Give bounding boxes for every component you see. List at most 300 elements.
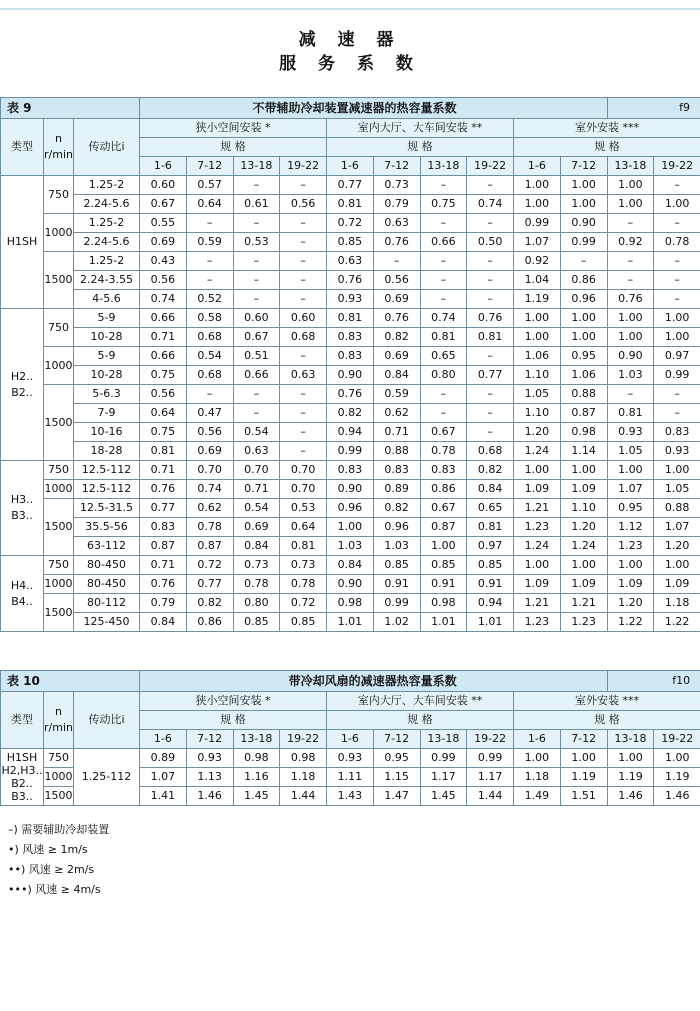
value-cell: – — [420, 214, 467, 233]
value-cell: 0.86 — [560, 271, 607, 290]
value-cell: – — [654, 271, 700, 290]
value-cell: 0.50 — [467, 233, 514, 252]
value-cell: – — [373, 252, 420, 271]
value-cell: 0.82 — [467, 461, 514, 480]
type-label: B3.. — [11, 509, 33, 522]
spec-header: 规 格 — [327, 138, 514, 157]
size-header: 1-6 — [514, 730, 561, 749]
value-cell: 1.19 — [654, 768, 700, 787]
value-cell: 0.47 — [186, 404, 233, 423]
table-row — [1, 442, 700, 461]
value-cell: 0.81 — [467, 518, 514, 537]
value-cell: 0.82 — [373, 499, 420, 518]
value-cell: – — [233, 252, 280, 271]
value-cell: 1.04 — [514, 271, 561, 290]
ratio-cell: 5-9 — [74, 309, 140, 328]
value-cell: 0.62 — [186, 499, 233, 518]
value-cell: 1.41 — [140, 787, 187, 806]
ratio-cell: 12.5-112 — [74, 480, 140, 499]
value-cell: 1.00 — [514, 461, 561, 480]
value-cell: 0.88 — [560, 385, 607, 404]
size-header: 19-22 — [654, 157, 700, 176]
value-cell: 1.00 — [420, 537, 467, 556]
size-header: 1-6 — [327, 730, 374, 749]
value-cell: 0.56 — [186, 423, 233, 442]
value-cell: 1.07 — [654, 518, 700, 537]
table-row — [1, 537, 700, 556]
value-cell: 0.99 — [327, 442, 374, 461]
size-header: 19-22 — [467, 157, 514, 176]
value-cell: – — [420, 404, 467, 423]
value-cell: 1.13 — [186, 768, 233, 787]
value-cell: 1.00 — [560, 461, 607, 480]
value-cell: – — [280, 176, 327, 195]
type-label: B2.. — [11, 385, 33, 399]
value-cell: – — [467, 404, 514, 423]
value-cell: 1.21 — [514, 594, 561, 613]
value-cell: – — [654, 176, 700, 195]
value-cell: – — [420, 290, 467, 309]
value-cell: 0.78 — [233, 575, 280, 594]
value-cell: 0.98 — [233, 749, 280, 768]
value-cell: 1.45 — [233, 787, 280, 806]
value-cell: 0.69 — [373, 290, 420, 309]
value-cell: 0.52 — [186, 290, 233, 309]
col-group-header: 狭小空间安装 * — [140, 692, 327, 711]
size-header: 13-18 — [607, 157, 654, 176]
value-cell: 1.23 — [560, 613, 607, 632]
value-cell: 1.00 — [654, 749, 700, 768]
value-cell: 1.09 — [654, 575, 700, 594]
value-cell: 1.18 — [514, 768, 561, 787]
speed-cell: 1000 — [44, 347, 74, 385]
value-cell: 1.51 — [560, 787, 607, 806]
value-cell: 0.76 — [373, 309, 420, 328]
value-cell: – — [654, 404, 700, 423]
type-cell — [1, 309, 44, 461]
value-cell: 0.64 — [140, 404, 187, 423]
table-row — [1, 480, 700, 499]
table-label: 表 10 — [1, 671, 140, 692]
value-cell: 1.22 — [607, 613, 654, 632]
title-line-2: 服 务 系 数 — [279, 54, 421, 74]
value-cell: 0.76 — [607, 290, 654, 309]
value-cell: – — [420, 176, 467, 195]
value-cell: 0.91 — [467, 575, 514, 594]
table-row — [1, 366, 700, 385]
value-cell: 0.85 — [327, 233, 374, 252]
value-cell: 1.00 — [514, 749, 561, 768]
table-10 — [0, 670, 700, 806]
value-cell: 0.70 — [280, 480, 327, 499]
type-label: B4.. — [11, 594, 33, 608]
speed-cell: 1500 — [44, 252, 74, 309]
ratio-cell: 1.25-2 — [74, 252, 140, 271]
value-cell: 0.83 — [327, 328, 374, 347]
value-cell: 0.83 — [140, 518, 187, 537]
value-cell: 0.85 — [373, 556, 420, 575]
value-cell: 0.79 — [140, 594, 187, 613]
value-cell: 1.47 — [373, 787, 420, 806]
size-header: 19-22 — [280, 730, 327, 749]
table-row — [1, 404, 700, 423]
value-cell: 1.20 — [560, 518, 607, 537]
value-cell: – — [280, 404, 327, 423]
table-row — [1, 328, 700, 347]
type-cell — [1, 556, 44, 632]
value-cell: 1.19 — [560, 768, 607, 787]
footnote: •) 风速 ≥ 1m/s — [8, 843, 88, 856]
value-cell: 0.60 — [280, 309, 327, 328]
col-header-n-unit: r/min — [44, 721, 73, 734]
value-cell: 1.00 — [514, 309, 561, 328]
value-cell: 0.64 — [280, 518, 327, 537]
value-cell: 0.71 — [373, 423, 420, 442]
size-header: 13-18 — [420, 730, 467, 749]
value-cell: 1.00 — [607, 749, 654, 768]
value-cell: 0.65 — [420, 347, 467, 366]
spec-header: 规 格 — [514, 138, 700, 157]
value-cell: 0.74 — [140, 290, 187, 309]
ratio-cell: 1.25-2 — [74, 214, 140, 233]
value-cell: 0.69 — [233, 518, 280, 537]
value-cell: 0.54 — [186, 347, 233, 366]
value-cell: 0.93 — [327, 749, 374, 768]
value-cell: 1.20 — [514, 423, 561, 442]
value-cell: 1.18 — [280, 768, 327, 787]
value-cell: – — [420, 271, 467, 290]
footnotes — [8, 820, 109, 900]
ratio-cell: 2.24-5.6 — [74, 233, 140, 252]
ratio-cell: 125-450 — [74, 613, 140, 632]
value-cell: 0.66 — [233, 366, 280, 385]
value-cell: 1.07 — [607, 480, 654, 499]
footnote: •••) 风速 ≥ 4m/s — [8, 883, 101, 896]
col-header-ratio: 传动比i — [74, 692, 140, 749]
value-cell: – — [186, 385, 233, 404]
value-cell: – — [607, 271, 654, 290]
value-cell: 0.77 — [467, 366, 514, 385]
value-cell: 0.92 — [514, 252, 561, 271]
size-header: 13-18 — [420, 157, 467, 176]
value-cell: 1.18 — [654, 594, 700, 613]
value-cell: – — [654, 214, 700, 233]
value-cell: 0.91 — [373, 575, 420, 594]
value-cell: 0.51 — [233, 347, 280, 366]
table-code: f10 — [607, 671, 700, 692]
value-cell: 0.63 — [327, 252, 374, 271]
value-cell: 0.99 — [654, 366, 700, 385]
ratio-cell: 80-450 — [74, 575, 140, 594]
value-cell: 0.94 — [327, 423, 374, 442]
value-cell: 0.76 — [327, 271, 374, 290]
value-cell: – — [280, 423, 327, 442]
value-cell: 1.21 — [560, 594, 607, 613]
size-header: 19-22 — [280, 157, 327, 176]
value-cell: 0.75 — [420, 195, 467, 214]
value-cell: – — [467, 290, 514, 309]
value-cell: 1.07 — [514, 233, 561, 252]
ratio-cell: 10-28 — [74, 366, 140, 385]
value-cell: 0.68 — [186, 366, 233, 385]
table-row — [1, 499, 700, 518]
value-cell: 0.77 — [186, 575, 233, 594]
value-cell: 1.00 — [607, 461, 654, 480]
value-cell: 0.67 — [420, 423, 467, 442]
col-header-ratio: 传动比i — [74, 119, 140, 176]
value-cell: – — [467, 423, 514, 442]
value-cell: 0.62 — [373, 404, 420, 423]
value-cell: 0.68 — [467, 442, 514, 461]
value-cell: – — [280, 214, 327, 233]
value-cell: 0.81 — [420, 328, 467, 347]
value-cell: 0.74 — [186, 480, 233, 499]
value-cell: 0.72 — [280, 594, 327, 613]
value-cell: 1.14 — [560, 442, 607, 461]
type-cell — [1, 461, 44, 556]
value-cell: 0.70 — [233, 461, 280, 480]
value-cell: 1.17 — [420, 768, 467, 787]
value-cell: – — [233, 404, 280, 423]
value-cell: 0.83 — [420, 461, 467, 480]
table-row — [1, 233, 700, 252]
value-cell: 0.90 — [607, 347, 654, 366]
value-cell: 1.00 — [560, 749, 607, 768]
value-cell: – — [467, 347, 514, 366]
value-cell: – — [467, 252, 514, 271]
value-cell: 0.57 — [186, 176, 233, 195]
value-cell: 0.63 — [280, 366, 327, 385]
table-label: 表 9 — [1, 98, 140, 119]
value-cell: 0.90 — [327, 575, 374, 594]
value-cell: 1.22 — [654, 613, 700, 632]
value-cell: 0.75 — [140, 366, 187, 385]
value-cell: 1.00 — [607, 556, 654, 575]
value-cell: 0.69 — [186, 442, 233, 461]
value-cell: 0.55 — [140, 214, 187, 233]
value-cell: 0.70 — [186, 461, 233, 480]
value-cell: 0.71 — [140, 461, 187, 480]
value-cell: 1.02 — [373, 613, 420, 632]
value-cell: 0.76 — [467, 309, 514, 328]
table-row — [1, 461, 700, 480]
value-cell: 1.00 — [654, 309, 700, 328]
value-cell: 1.49 — [514, 787, 561, 806]
value-cell: – — [280, 442, 327, 461]
size-header: 1-6 — [327, 157, 374, 176]
type-label: B3.. — [11, 790, 33, 803]
value-cell: – — [467, 214, 514, 233]
value-cell: 1.05 — [654, 480, 700, 499]
value-cell: 0.85 — [280, 613, 327, 632]
value-cell: 1.19 — [514, 290, 561, 309]
value-cell: 0.70 — [280, 461, 327, 480]
value-cell: 0.81 — [140, 442, 187, 461]
value-cell: 0.96 — [327, 499, 374, 518]
ratio-cell: 1.25-2 — [74, 176, 140, 195]
value-cell: 0.74 — [467, 195, 514, 214]
value-cell: 0.86 — [420, 480, 467, 499]
value-cell: 0.95 — [560, 347, 607, 366]
ratio-cell: 10-28 — [74, 328, 140, 347]
value-cell: 1.20 — [654, 537, 700, 556]
value-cell: 0.78 — [186, 518, 233, 537]
size-header: 19-22 — [467, 730, 514, 749]
ratio-cell: 18-28 — [74, 442, 140, 461]
size-header: 13-18 — [233, 157, 280, 176]
value-cell: 0.71 — [233, 480, 280, 499]
value-cell: 0.99 — [373, 594, 420, 613]
value-cell: 0.76 — [140, 480, 187, 499]
value-cell: 1.46 — [654, 787, 700, 806]
value-cell: – — [607, 252, 654, 271]
ratio-cell: 12.5-31.5 — [74, 499, 140, 518]
size-header: 13-18 — [607, 730, 654, 749]
speed-cell: 1000 — [44, 214, 74, 252]
value-cell: 0.56 — [140, 385, 187, 404]
value-cell: – — [280, 271, 327, 290]
value-cell: 0.78 — [280, 575, 327, 594]
value-cell: 1.44 — [280, 787, 327, 806]
value-cell: – — [233, 271, 280, 290]
value-cell: 0.97 — [654, 347, 700, 366]
value-cell: 0.69 — [373, 347, 420, 366]
value-cell: 0.94 — [467, 594, 514, 613]
value-cell: 0.84 — [327, 556, 374, 575]
ratio-cell: 5-6.3 — [74, 385, 140, 404]
col-group-header: 室外安装 *** — [514, 119, 700, 138]
value-cell: 1.09 — [514, 575, 561, 594]
ratio-cell: 7-9 — [74, 404, 140, 423]
value-cell: 1.06 — [560, 366, 607, 385]
value-cell: 0.83 — [373, 461, 420, 480]
table-row — [1, 290, 700, 309]
table-row — [1, 575, 700, 594]
table-row — [1, 423, 700, 442]
value-cell: 0.56 — [373, 271, 420, 290]
value-cell: 1.01 — [467, 613, 514, 632]
value-cell: 1.00 — [560, 195, 607, 214]
footnote: ••) 风速 ≥ 2m/s — [8, 863, 95, 876]
size-header: 7-12 — [373, 157, 420, 176]
table-row — [1, 749, 700, 768]
value-cell: 0.66 — [140, 309, 187, 328]
value-cell: 0.60 — [233, 309, 280, 328]
value-cell: 0.98 — [560, 423, 607, 442]
size-header: 13-18 — [233, 730, 280, 749]
value-cell: 0.53 — [280, 499, 327, 518]
header-row — [1, 119, 700, 138]
value-cell: 0.76 — [327, 385, 374, 404]
value-cell: – — [233, 214, 280, 233]
value-cell: 0.99 — [467, 749, 514, 768]
table-row — [1, 556, 700, 575]
value-cell: 0.97 — [467, 537, 514, 556]
footnote: –) 需要辅助冷却装置 — [8, 823, 110, 836]
header-row — [1, 692, 700, 711]
value-cell: 1.00 — [607, 309, 654, 328]
value-cell: 0.82 — [373, 328, 420, 347]
value-cell: 1.23 — [607, 537, 654, 556]
value-cell: – — [186, 271, 233, 290]
value-cell: – — [280, 233, 327, 252]
speed-cell: 1500 — [44, 499, 74, 556]
value-cell: – — [280, 252, 327, 271]
value-cell: 0.85 — [467, 556, 514, 575]
value-cell: 1.16 — [233, 768, 280, 787]
col-header-n-unit: r/min — [44, 148, 73, 161]
value-cell: 1.10 — [560, 499, 607, 518]
table-row — [1, 594, 700, 613]
value-cell: 0.81 — [607, 404, 654, 423]
value-cell: – — [467, 176, 514, 195]
value-cell: 0.67 — [140, 195, 187, 214]
value-cell: 0.90 — [327, 366, 374, 385]
value-cell: 1.00 — [607, 195, 654, 214]
value-cell: 0.79 — [373, 195, 420, 214]
type-cell — [1, 749, 44, 806]
title-line-1: 减 速 器 — [298, 30, 402, 50]
value-cell: 0.74 — [420, 309, 467, 328]
value-cell: 1.00 — [327, 518, 374, 537]
value-cell: 1.17 — [467, 768, 514, 787]
value-cell: 0.43 — [140, 252, 187, 271]
col-group-header: 室内大厅、大车间安装 ** — [327, 692, 514, 711]
ratio-cell: 12.5-112 — [74, 461, 140, 480]
value-cell: 1.24 — [560, 537, 607, 556]
value-cell: 1.09 — [560, 575, 607, 594]
type-label: H1SH — [6, 235, 38, 248]
value-cell: 0.84 — [467, 480, 514, 499]
value-cell: 0.84 — [373, 366, 420, 385]
col-group-header: 室内大厅、大车间安装 ** — [327, 119, 514, 138]
col-header-type: 类型 — [1, 692, 44, 749]
value-cell: 1.23 — [514, 613, 561, 632]
value-cell: 1.03 — [327, 537, 374, 556]
table-row — [1, 347, 700, 366]
value-cell: – — [420, 252, 467, 271]
value-cell: 0.76 — [140, 575, 187, 594]
value-cell: – — [233, 290, 280, 309]
ratio-cell: 4-5.6 — [74, 290, 140, 309]
value-cell: 1.00 — [654, 556, 700, 575]
value-cell: – — [280, 347, 327, 366]
ratio-cell: 2.24-5.6 — [74, 195, 140, 214]
value-cell: 1.07 — [140, 768, 187, 787]
value-cell: 1.06 — [514, 347, 561, 366]
value-cell: 0.96 — [373, 518, 420, 537]
value-cell: 0.93 — [186, 749, 233, 768]
value-cell: 1.43 — [327, 787, 374, 806]
size-header: 7-12 — [560, 730, 607, 749]
value-cell: – — [560, 252, 607, 271]
top-rule — [0, 8, 700, 10]
value-cell: – — [607, 214, 654, 233]
value-cell: 0.87 — [560, 404, 607, 423]
value-cell: 1.00 — [607, 176, 654, 195]
value-cell: 1.24 — [514, 537, 561, 556]
type-label: H2.. — [10, 369, 34, 383]
ratio-cell: 80-112 — [74, 594, 140, 613]
table-row — [1, 613, 700, 632]
type-label: B2.. — [11, 777, 33, 790]
size-header: 7-12 — [373, 730, 420, 749]
value-cell: 0.54 — [233, 499, 280, 518]
spec-header: 规 格 — [327, 711, 514, 730]
value-cell: 1.00 — [514, 556, 561, 575]
value-cell: 0.81 — [327, 309, 374, 328]
size-header: 7-12 — [560, 157, 607, 176]
